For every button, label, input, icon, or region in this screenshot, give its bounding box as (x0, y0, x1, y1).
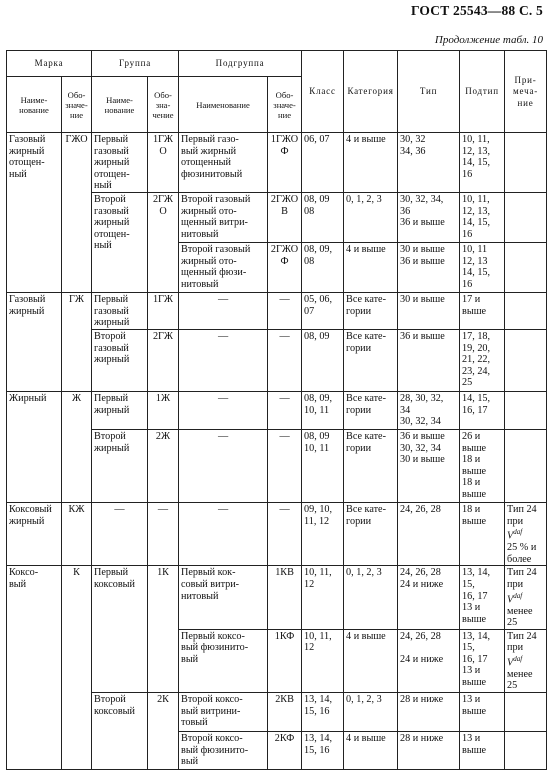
marka-code: ГЖ (62, 292, 92, 391)
group-name: Второй коксовый (92, 693, 148, 770)
subgroup-name: Первый кок- совый витри- нитовый (179, 566, 268, 629)
note-text: Тип 24 при (507, 567, 537, 590)
note-volatile-symbol: V (507, 530, 514, 542)
subtype-cell: 26 и выше 18 и выше 18 и выше (460, 429, 505, 502)
marka-name: Газовый жирный отощен- ный (7, 133, 62, 293)
subgroup-code: — (268, 502, 302, 565)
subtype-cell: 10, 11 12, 13 14, 15, 16 (460, 242, 505, 292)
note-cell (505, 693, 547, 732)
class-cell: 05, 06, 07 (302, 292, 344, 329)
table-continuation-label: Продолжение табл. 10 (434, 34, 543, 46)
type-cell: 30, 32, 34, 36 36 и выше (398, 192, 460, 242)
subtype-cell: 17, 18, 19, 20, 21, 22, 23, 24, 25 (460, 329, 505, 391)
subtype-cell: 18 и выше (460, 502, 505, 565)
class-cell: 06, 07 (302, 133, 344, 193)
group-name: — (92, 502, 148, 565)
category-cell: 4 и выше (344, 629, 398, 692)
subgroup-code: — (268, 429, 302, 502)
type-cell: 30, 32 34, 36 (398, 133, 460, 193)
note-cell (505, 429, 547, 502)
type-cell: 28 и ниже (398, 693, 460, 732)
subgroup-code: 1ГЖОФ (268, 133, 302, 193)
note-text: Тип 24 при (507, 503, 537, 527)
class-cell: 10, 11, 12 (302, 566, 344, 629)
header-marka: Марка (7, 51, 92, 77)
subgroup-name: Второй коксо- вый фюзинито- вый (179, 732, 268, 770)
subgroup-name: Второй газовый жирный ото- щенный витри- нитовый (179, 192, 268, 242)
note-cell (505, 133, 547, 193)
note-cell (505, 242, 547, 292)
header-tip: Тип (398, 51, 460, 133)
header-gruppa-oboz: Обо- зна- чение (148, 77, 179, 133)
subgroup-code: 2ГЖОФ (268, 242, 302, 292)
note-text: менее 25 (507, 668, 533, 692)
subgroup-code: 1КВ (268, 566, 302, 629)
subgroup-code: 2КФ (268, 732, 302, 770)
note-volatile-symbol: V (507, 657, 514, 669)
marka-code: КЖ (62, 502, 92, 565)
header-podgruppa-oboz: Обо- значе- ние (268, 77, 302, 133)
header-marka-oboz: Обо- значе- ние (62, 77, 92, 133)
subtype-cell: 13 и выше (460, 693, 505, 732)
subgroup-name: — (179, 429, 268, 502)
group-code: 1ГЖ (148, 292, 179, 329)
note-volatile-symbol: V (507, 593, 514, 605)
subgroup-name: — (179, 502, 268, 565)
subgroup-code: — (268, 329, 302, 391)
class-cell: 10, 11, 12 (302, 629, 344, 692)
subgroup-name: Первый газо- вый жирный отощенный фюзинитовый (179, 133, 268, 193)
subtype-cell: 13, 14, 15, 16, 17 13 и выше (460, 629, 505, 692)
category-cell: Все кате- гории (344, 329, 398, 391)
subgroup-name: — (179, 329, 268, 391)
subgroup-name: — (179, 391, 268, 429)
subgroup-name: Второй газовый жирный ото- щенный фюзи- нитовый (179, 242, 268, 292)
table-row (7, 502, 547, 565)
type-cell: 24, 26, 28 (398, 502, 460, 565)
category-cell: Все кате- гории (344, 429, 398, 502)
group-code: 2ГЖ (148, 329, 179, 391)
note-volatile-index: daf (513, 654, 523, 663)
class-cell: 13, 14, 15, 16 (302, 732, 344, 770)
category-cell: 0, 1, 2, 3 (344, 566, 398, 629)
table-row (7, 292, 547, 329)
note-cell (505, 566, 547, 629)
subgroup-code: 1КФ (268, 629, 302, 692)
subgroup-code: — (268, 391, 302, 429)
group-name: Первый жирный (92, 391, 148, 429)
type-cell: 24, 26, 28 24 и ниже (398, 566, 460, 629)
group-code: — (148, 502, 179, 565)
marka-name: Коксо- вый (7, 566, 62, 770)
note-cell (505, 629, 547, 692)
page-header: ГОСТ 25543—88 С. 5 (410, 3, 543, 18)
marka-code: ГЖО (62, 133, 92, 293)
note-cell (505, 292, 547, 329)
marka-name: Коксовый жирный (7, 502, 62, 565)
header-podgruppa: Подгруппа (179, 51, 302, 77)
note-cell (505, 502, 547, 565)
subtype-cell: 10, 11, 12, 13, 14, 15, 16 (460, 133, 505, 193)
class-cell: 13, 14, 15, 16 (302, 693, 344, 732)
group-name: Второй газовый жирный (92, 329, 148, 391)
group-name: Первый газовый жирный (92, 292, 148, 329)
subgroup-code: 2ГЖОВ (268, 192, 302, 242)
subtype-cell: 13 и выше (460, 732, 505, 770)
subgroup-name: Первый коксо- вый фюзинито- вый (179, 629, 268, 692)
subgroup-name: — (179, 292, 268, 329)
subgroup-code: 2КВ (268, 693, 302, 732)
subgroup-code: — (268, 292, 302, 329)
category-cell: Все кате- гории (344, 391, 398, 429)
header-kategoriya: Категория (344, 51, 398, 133)
class-cell: 08, 09 10, 11 (302, 429, 344, 502)
category-cell: 4 и выше (344, 732, 398, 770)
category-cell: Все кате- гории (344, 502, 398, 565)
subgroup-name: Второй коксо- вый витрини- товый (179, 693, 268, 732)
type-cell: 28 и ниже (398, 732, 460, 770)
category-cell: 4 и выше (344, 242, 398, 292)
group-code: 2Ж (148, 429, 179, 502)
note-text: менее 25 (507, 605, 533, 629)
subtype-cell: 17 и выше (460, 292, 505, 329)
marka-code: Ж (62, 391, 92, 502)
marka-code: К (62, 566, 92, 770)
header-primechanie: При- меча- ние (505, 51, 547, 133)
note-cell (505, 192, 547, 242)
group-code: 1К (148, 566, 179, 693)
group-name: Второй газовый жирный отощен- ный (92, 192, 148, 292)
header-row-1 (7, 51, 547, 77)
group-code: 1ГЖО (148, 133, 179, 193)
table-row (7, 566, 547, 629)
group-code: 1Ж (148, 391, 179, 429)
header-marka-naim: Наиме- нование (7, 77, 62, 133)
note-cell (505, 329, 547, 391)
type-cell: 30 и выше 36 и выше (398, 242, 460, 292)
coal-classification-table (6, 50, 547, 770)
subtype-cell: 14, 15, 16, 17 (460, 391, 505, 429)
category-cell: 0, 1, 2, 3 (344, 192, 398, 242)
group-name: Первый коксовый (92, 566, 148, 693)
type-cell: 28, 30, 32, 34 30, 32, 34 (398, 391, 460, 429)
class-cell: 08, 09, 08 (302, 242, 344, 292)
group-code: 2ГЖО (148, 192, 179, 292)
category-cell: 4 и выше (344, 133, 398, 193)
marka-name: Жирный (7, 391, 62, 502)
group-name: Второй жирный (92, 429, 148, 502)
note-cell (505, 732, 547, 770)
table-row (7, 391, 547, 429)
class-cell: 08, 09 (302, 329, 344, 391)
class-cell: 08, 09, 10, 11 (302, 391, 344, 429)
category-cell: 0, 1, 2, 3 (344, 693, 398, 732)
subtype-cell: 13, 14, 15, 16, 17 13 и выше (460, 566, 505, 629)
group-code: 2К (148, 693, 179, 770)
header-gruppa-naim: Наиме- нование (92, 77, 148, 133)
subtype-cell: 10, 11, 12, 13, 14, 15, 16 (460, 192, 505, 242)
class-cell: 08, 09 08 (302, 192, 344, 242)
note-volatile-index: daf (513, 591, 523, 600)
header-gruppa: Группа (92, 51, 179, 77)
type-cell: 36 и выше (398, 329, 460, 391)
note-text: 25 % и более (507, 542, 537, 565)
header-klass: Класс (302, 51, 344, 133)
header-podgruppa-naim: Наименование (179, 77, 268, 133)
note-volatile-index: daf (513, 528, 523, 537)
table-row (7, 133, 547, 193)
category-cell: Все кате- гории (344, 292, 398, 329)
type-cell: 24, 26, 28 24 и ниже (398, 629, 460, 692)
note-cell (505, 391, 547, 429)
header-podtip: Подтип (460, 51, 505, 133)
type-cell: 36 и выше 30, 32, 34 30 и выше (398, 429, 460, 502)
marka-name: Газовый жирный (7, 292, 62, 391)
note-text: Тип 24 при (507, 630, 537, 654)
group-name: Первый газовый жирный отощен- ный (92, 133, 148, 193)
type-cell: 30 и выше (398, 292, 460, 329)
class-cell: 09, 10, 11, 12 (302, 502, 344, 565)
